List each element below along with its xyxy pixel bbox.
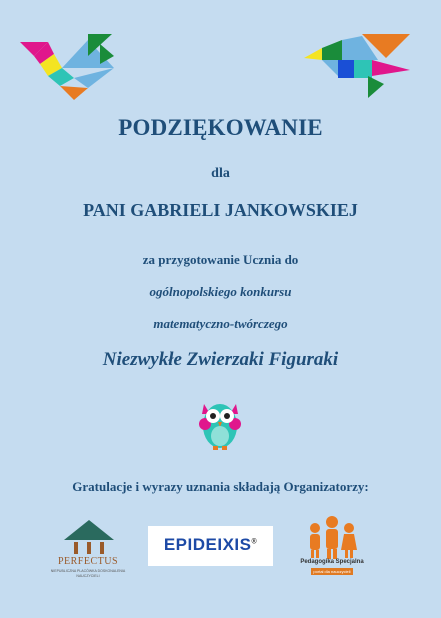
perfectus-logo-name: PERFECTUS xyxy=(57,556,119,567)
reason-line-3: matematyczno-twórczego xyxy=(153,316,288,331)
epideixis-logo-text: EPIDEIXIS® xyxy=(163,535,258,554)
dedication-for: dla xyxy=(211,166,230,181)
pedagogika-logo-subtitle: portal dla nauczycieli xyxy=(311,568,353,575)
organizers-thanks: Gratulacje i wyrazy uznania składają Organizatorzy: xyxy=(72,479,369,494)
page-title: PODZIĘKOWANIE xyxy=(118,115,323,140)
pedagogika-logo-name: Pedagogika Specjalna xyxy=(300,559,364,565)
tangram-bird-right-icon xyxy=(302,30,414,100)
perfectus-logo-subtitle: NIEPUBLICZNA PLACÓWKA DOSKONALENIA NAUCZYCIELI xyxy=(50,569,126,578)
reason-line-1: za przygotowanie Ucznia do xyxy=(142,252,299,267)
epideixis-logo xyxy=(148,526,273,566)
owl-icon xyxy=(196,394,244,452)
tangram-bird-left-icon xyxy=(18,30,120,100)
contest-name: Niezwykłe Zwierzaki Figuraki xyxy=(102,349,339,370)
recipient-name: PANI GABRIELI JANKOWSKIEJ xyxy=(83,200,358,220)
reason-line-2: ogólnopolskiego konkursu xyxy=(149,284,292,299)
